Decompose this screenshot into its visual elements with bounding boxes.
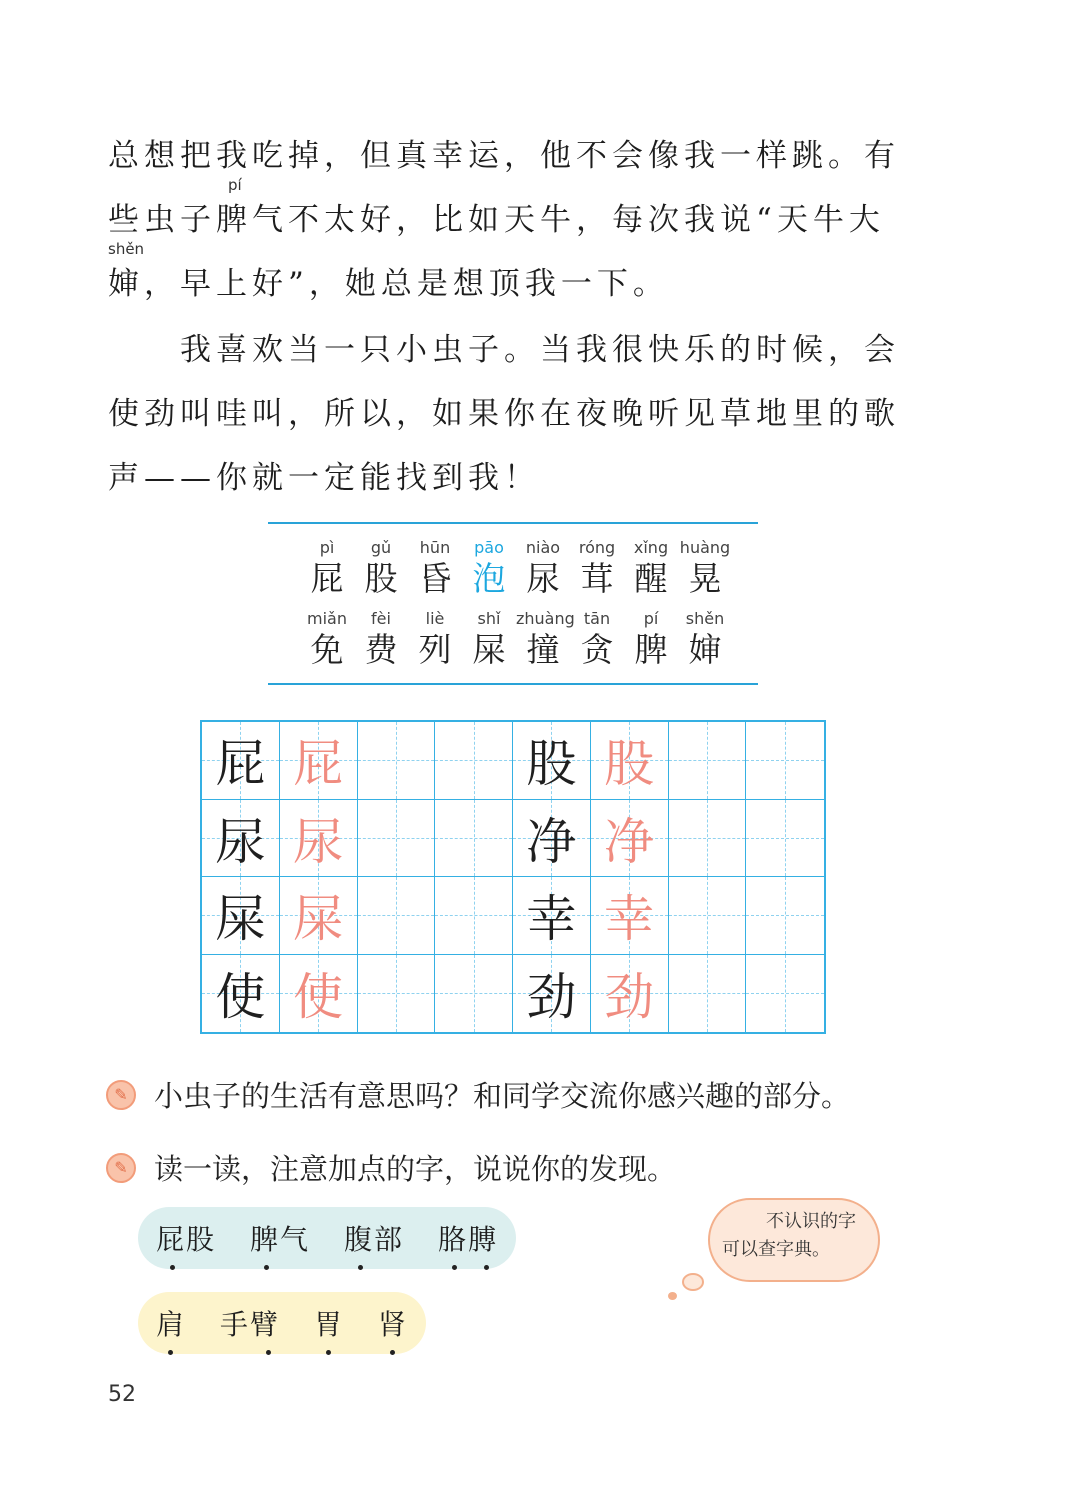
question-3: [106, 1147, 676, 1188]
grid-cell: [591, 955, 669, 1033]
model-character: 屎: [215, 890, 266, 949]
grid-cell: [358, 955, 436, 1033]
trace-character: 劲: [604, 968, 655, 1027]
grid-cell: [202, 722, 280, 800]
vocab-row-2: [300, 608, 732, 670]
word-item: 肾: [378, 1303, 408, 1343]
grid-cell: [513, 877, 591, 955]
vocab-item: tān 贪: [580, 609, 614, 669]
grid-cell: [202, 877, 280, 955]
grid-cell: [202, 800, 280, 878]
vocab-item: zhuàng 撞: [516, 609, 575, 669]
passage-line: 婶，早上好”，她总是想顶我一下。: [108, 266, 669, 302]
trace-character: 屁: [293, 735, 344, 794]
question-2: [106, 1074, 850, 1115]
vocab-item: shǐ 屎: [472, 609, 506, 669]
model-character: 尿: [215, 812, 266, 871]
page-number: 52: [108, 1382, 136, 1407]
grid-cell: [669, 800, 747, 878]
trace-character: 尿: [293, 812, 344, 871]
passage-line: 些虫子脾气不太好，比如天牛，每次我说“天牛大: [108, 202, 885, 238]
grid-cell: [435, 800, 513, 878]
vocab-item: fèi 费: [364, 609, 398, 669]
grid-cell: [669, 877, 747, 955]
vocab-item: liè 列: [418, 609, 452, 669]
trace-character: 净: [604, 812, 655, 871]
grid-cell: [358, 722, 436, 800]
grid-cell: [280, 877, 358, 955]
vocab-item: róng 茸: [578, 538, 616, 598]
vocab-bottom-rule: [268, 683, 758, 685]
trace-character: 股: [604, 735, 655, 794]
grid-cell: [591, 722, 669, 800]
grid-cell: [591, 800, 669, 878]
trace-character: 幸: [604, 890, 655, 949]
question-text: 读一读，注意加点的字，说说你的发现。: [154, 1152, 677, 1186]
vocab-item: huàng 晃: [679, 538, 731, 598]
model-character: 使: [215, 968, 266, 1027]
vocab-item: xǐng 醒: [633, 538, 669, 598]
grid-cell: [591, 877, 669, 955]
grid-cell: [746, 955, 824, 1033]
grid-cell: [746, 800, 824, 878]
passage-line: 总想把我吃掉，但真幸运，他不会像我一样跳。有: [108, 138, 900, 174]
word-group-body-parts: [138, 1207, 516, 1269]
word-item: 屁股: [156, 1218, 216, 1258]
grid-cell: [746, 722, 824, 800]
grid-cell: [280, 955, 358, 1033]
thought-bubble-dot: [682, 1273, 704, 1291]
grid-cell: [435, 955, 513, 1033]
vocab-item: miǎn 免: [307, 609, 347, 669]
word-item: 胳膊: [438, 1218, 498, 1258]
word-item: 手臂: [220, 1303, 280, 1343]
model-character: 净: [526, 812, 577, 871]
pinyin-pi: pí: [228, 176, 242, 194]
trace-character: 使: [293, 968, 344, 1027]
question-text: 小虫子的生活有意思吗？和同学交流你感兴趣的部分。: [154, 1079, 851, 1113]
passage-line: 我喜欢当一只小虫子。当我很快乐的时候，会: [180, 332, 900, 368]
passage-line: 声——你就一定能找到我！: [108, 460, 540, 496]
grid-cell: [358, 877, 436, 955]
vocab-item: niào 尿: [525, 538, 561, 598]
question-number-icon: ✎: [106, 1153, 136, 1183]
vocab-item-highlighted: pāo 泡: [472, 538, 506, 598]
grid-cell: [435, 877, 513, 955]
passage-line: 使劲叫哇叫，所以，如果你在夜晚听见草地里的歌: [108, 396, 900, 432]
grid-cell: [280, 722, 358, 800]
model-character: 屁: [215, 735, 266, 794]
grid-cell: [280, 800, 358, 878]
grid-cell: [513, 955, 591, 1033]
grid-cell: [669, 955, 747, 1033]
thought-bubble-dot: [668, 1292, 677, 1300]
grid-cell: [202, 955, 280, 1033]
grid-cell: [435, 722, 513, 800]
vocab-row-1: [300, 537, 732, 599]
model-character: 股: [526, 735, 577, 794]
vocab-item: gǔ 股: [364, 538, 398, 598]
model-character: 劲: [526, 968, 577, 1027]
grid-cell: [513, 800, 591, 878]
word-item: 胃: [314, 1303, 344, 1343]
grid-cell: [513, 722, 591, 800]
model-character: 幸: [526, 890, 577, 949]
writing-grid: [200, 720, 826, 1034]
word-item: 腹部: [344, 1218, 404, 1258]
grid-cell: [746, 877, 824, 955]
word-item: 肩: [156, 1303, 186, 1343]
vocab-item: pì 屁: [310, 538, 344, 598]
word-group-organs: [138, 1292, 426, 1354]
grid-cell: [358, 800, 436, 878]
grid-cell: [669, 722, 747, 800]
trace-character: 屎: [293, 890, 344, 949]
passage: [108, 130, 928, 510]
word-item: 脾气: [250, 1218, 310, 1258]
vocab-item: shěn 婶: [685, 609, 725, 669]
thought-bubble-text: 不认识的字 可以查字典。: [722, 1211, 856, 1260]
pinyin-shen: shěn: [108, 240, 145, 258]
vocab-item: hūn 昏: [418, 538, 452, 598]
vocab-item: pí 脾: [634, 609, 668, 669]
vocab-top-rule: [268, 522, 758, 524]
question-number-icon: ✎: [106, 1080, 136, 1110]
